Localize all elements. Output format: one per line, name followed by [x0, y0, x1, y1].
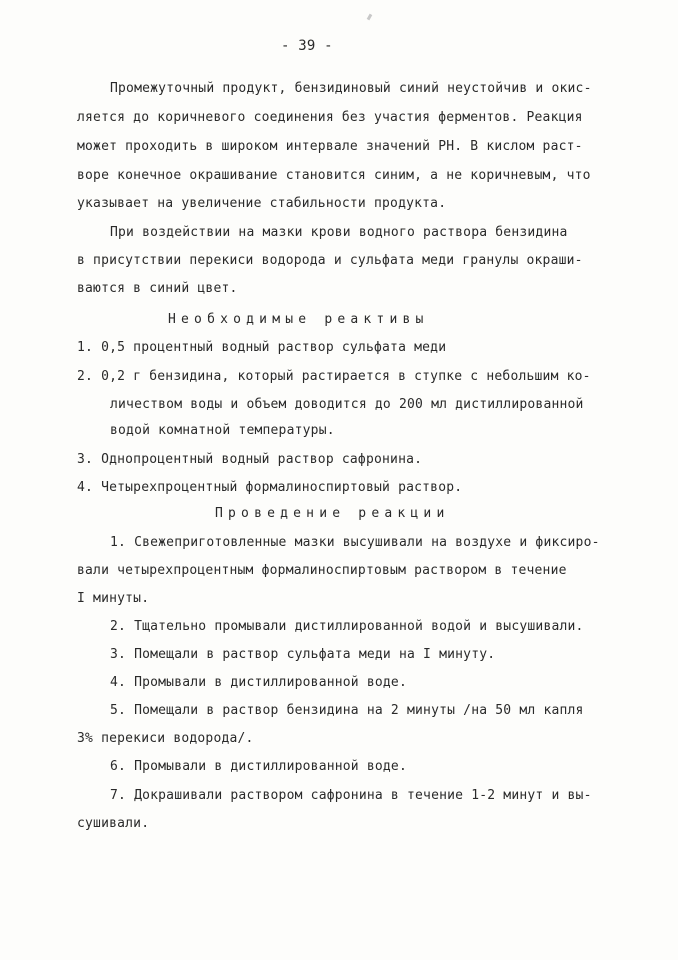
text-line: личеством воды и объем доводится до 200 мл дистиллированной	[110, 397, 584, 412]
list-item: 7. Докрашивали раствором сафронина в течение 1-2 минут и вы-	[110, 788, 592, 803]
section-heading: Необходимые реактивы	[168, 312, 429, 327]
text-line: может проходить в широком интервале значений РН. В кислом раст-	[77, 139, 583, 154]
list-item: 2. Тщательно промывали дистиллированной водой и высушивали.	[110, 619, 584, 634]
text-line: Промежуточный продукт, бензидиновый синий неустойчив и окис-	[110, 81, 592, 96]
list-item: 3. Однопроцентный водный раствор сафронина.	[77, 452, 423, 467]
list-item: 4. Четырехпроцентный формалиноспиртовый раствор.	[77, 480, 463, 495]
text-line: ляется до коричневого соединения без участия ферментов. Реакция	[77, 110, 583, 125]
list-item: 3. Помещали в раствор сульфата меди на I минуту.	[110, 647, 496, 662]
text-line: вали четырехпроцентным формалиноспиртовым раствором в течение	[77, 563, 567, 578]
text-line: воре конечное окрашивание становится синим, а не коричневым, что	[77, 168, 591, 183]
list-item: 5. Помещали в раствор бензидина на 2 минуты /на 50 мл капля	[110, 703, 584, 718]
section-heading: Проведение реакции	[215, 506, 450, 521]
text-line: сушивали.	[77, 816, 150, 831]
list-item: 2. 0,2 г бензидина, который растирается в ступке с небольшим ко-	[77, 369, 591, 384]
text-line: в присутствии перекиси водорода и сульфата меди гранулы окраши-	[77, 253, 583, 268]
list-item: 4. Промывали в дистиллированной воде.	[110, 675, 407, 690]
text-line: ваются в синий цвет.	[77, 281, 238, 296]
text-line: указывает на увеличение стабильности продукта.	[77, 196, 447, 211]
text-line: I минуты.	[77, 591, 150, 606]
page-number: - 39 -	[281, 38, 333, 54]
text-line: При воздействии на мазки крови водного раствора бензидина	[110, 225, 568, 240]
text-line: 3% перекиси водорода/.	[77, 731, 254, 746]
list-item: 1. 0,5 процентный водный раствор сульфата меди	[77, 340, 447, 355]
list-item: 1. Свежеприготовленные мазки высушивали на воздухе и фиксиро-	[110, 535, 600, 550]
text-line: водой комнатной температуры.	[110, 423, 335, 438]
list-item: 6. Промывали в дистиллированной воде.	[110, 759, 407, 774]
paper-mark	[367, 14, 373, 21]
